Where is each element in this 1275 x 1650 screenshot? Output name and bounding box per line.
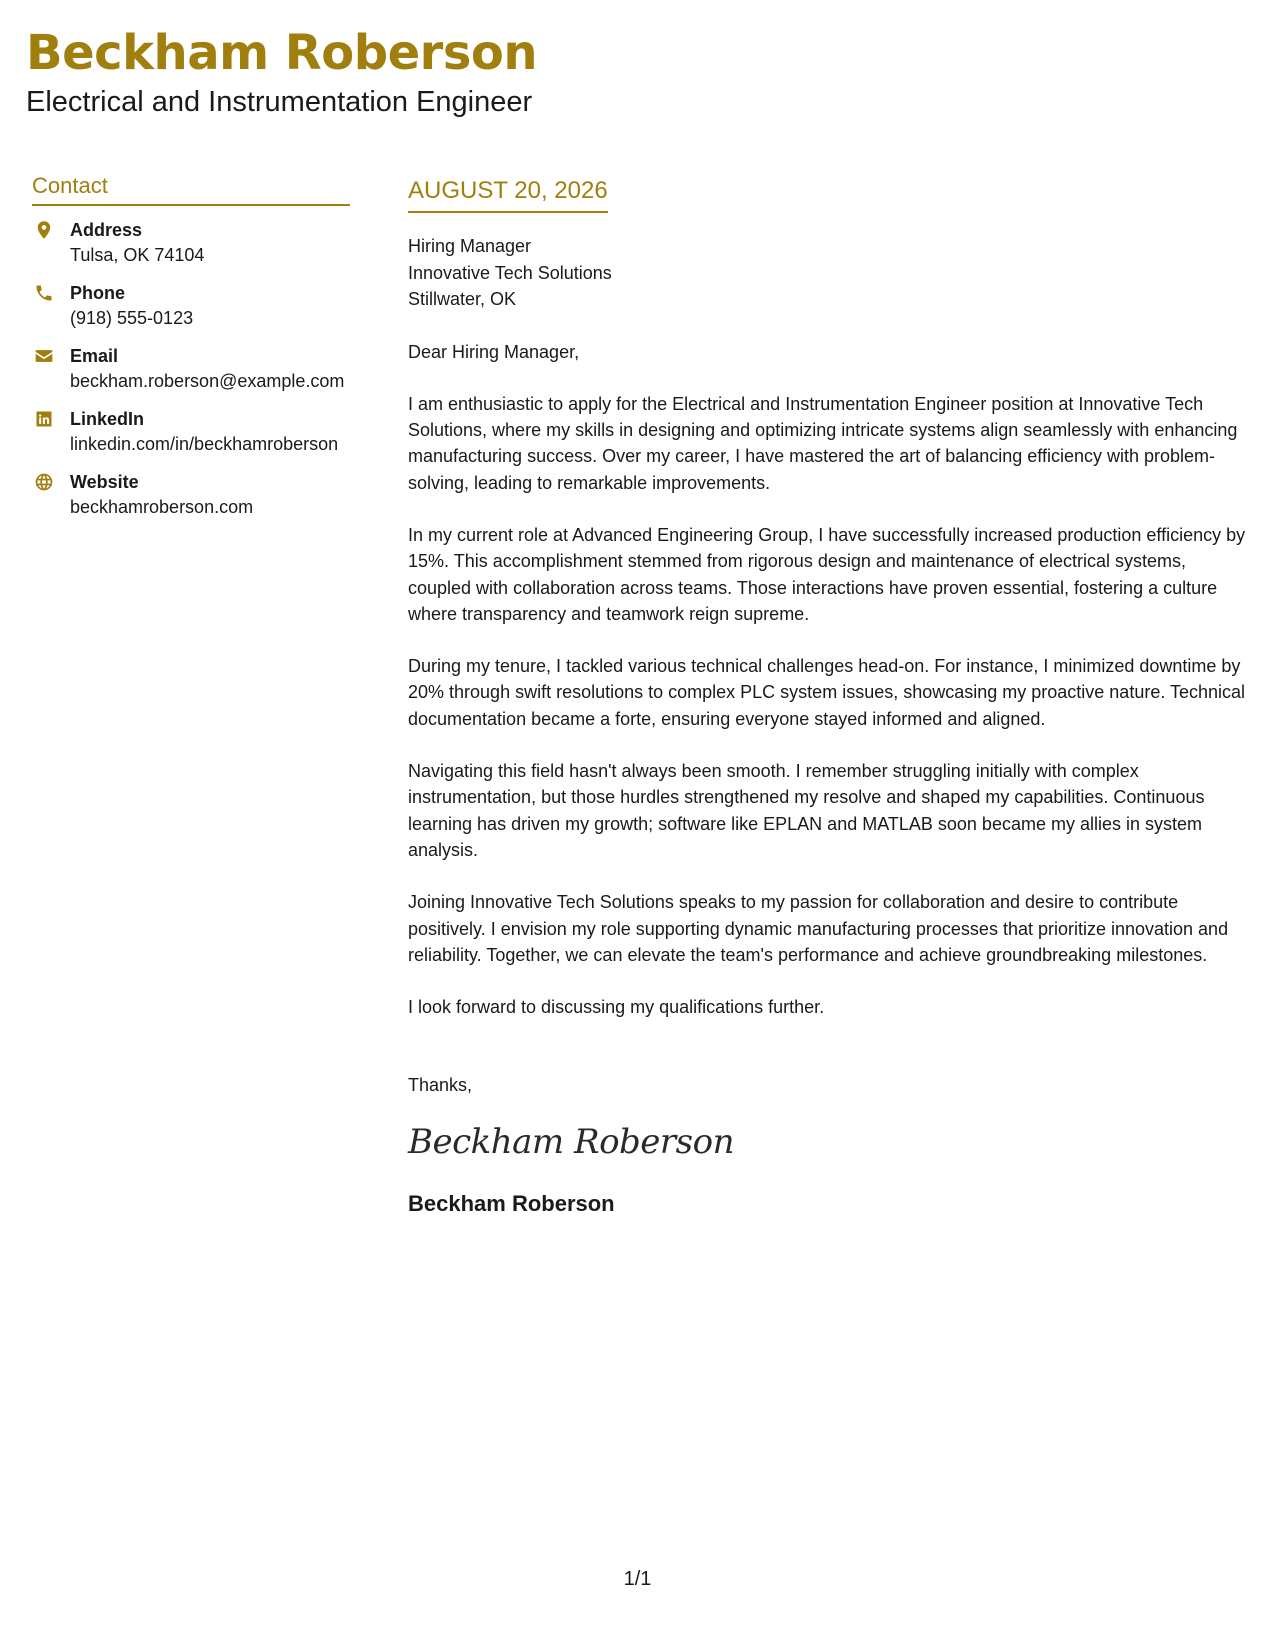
phone-label: Phone [70, 283, 126, 303]
body-paragraph: Joining Innovative Tech Solutions speaks to my passion for collaboration and desire to contribute positively. I envision my role supporting dynamic manufacturing processes that prioritize innovation and reliability. Together, we can elevate the team's performance and achieve groundbreaking milestones. [408, 892, 1229, 965]
globe-icon [32, 470, 70, 520]
phone-value[interactable]: (918) 555-0123 [70, 308, 194, 328]
map-pin-icon [32, 218, 70, 268]
closing-line: I look forward to discussing my qualifications further. [408, 997, 825, 1018]
body-paragraph: I am enthusiastic to apply for the Electrical and Instrumentation Engineer position at Innovative Tech Solutions, where my skills in designing and optimizing intricate systems align seamlessly with enhancing manufacturing success. Over my career, I have mastered the art of balancing efficiency with problem-solving, leading to remarkable improvements. [408, 393, 1238, 493]
handwritten-signature: Beckham Roberson [408, 1122, 734, 1163]
job-title: Electrical and Instrumentation Engineer [26, 86, 533, 118]
envelope-icon [32, 344, 70, 394]
recipient-line: Stillwater, OK [408, 289, 517, 309]
contact-item-address [32, 218, 350, 268]
email-value[interactable]: beckham.roberson@example.com [70, 371, 345, 391]
address-label: Address [70, 220, 143, 240]
address-value: Tulsa, OK 74104 [70, 245, 205, 265]
salutation: Dear Hiring Manager, [408, 341, 580, 362]
header [26, 22, 537, 120]
letter-body [408, 176, 1253, 1218]
website-value[interactable]: beckhamroberson.com [70, 497, 254, 517]
body-paragraph: During my tenure, I tackled various technical challenges head-on. For instance, I minimized downtime by 20% through swift resolutions to complex PLC system issues, showcasing my proactive nature. Technical documentation became a forte, ensuring everyone stayed informed and aligned. [408, 656, 1246, 729]
letter-date: AUGUST 20, 2026 [408, 176, 608, 213]
contact-item-linkedin [32, 407, 350, 457]
contact-heading: Contact [32, 172, 350, 206]
body-paragraph: Navigating this field hasn't always been smooth. I remember struggling initially with complex instrumentation, but those hurdles strengthened my resolve and shaped my capabilities. Continuous learning has driven my growth; software like EPLAN and MATLAB soon became my allies in system analysis. [408, 761, 1205, 860]
linkedin-label: LinkedIn [70, 409, 145, 429]
recipient-line: Innovative Tech Solutions [408, 262, 612, 283]
recipient-block [408, 233, 1253, 313]
contact-item-phone [32, 281, 350, 331]
phone-icon [32, 281, 70, 331]
contact-item-website [32, 470, 350, 520]
website-label: Website [70, 472, 139, 492]
sign-off: Thanks, [408, 1075, 473, 1096]
contact-sidebar [32, 172, 350, 533]
email-label: Email [70, 346, 119, 366]
linkedin-icon [32, 407, 70, 457]
page-number: 1/1 [623, 1568, 652, 1590]
linkedin-value[interactable]: linkedin.com/in/beckhamroberson [70, 434, 339, 454]
signer-name: Beckham Roberson [408, 1191, 615, 1217]
applicant-name: Beckham Roberson [26, 25, 538, 81]
body-paragraph: In my current role at Advanced Engineering Group, I have successfully increased production efficiency by 15%. This accomplishment stemmed from rigorous design and maintenance of electrical systems, coupled with collaboration across teams. Those interactions have proven essential, fostering a culture where transparency and teamwork reign supreme. [408, 524, 1246, 624]
contact-item-email [32, 344, 350, 394]
recipient-line: Hiring Manager [408, 236, 532, 256]
